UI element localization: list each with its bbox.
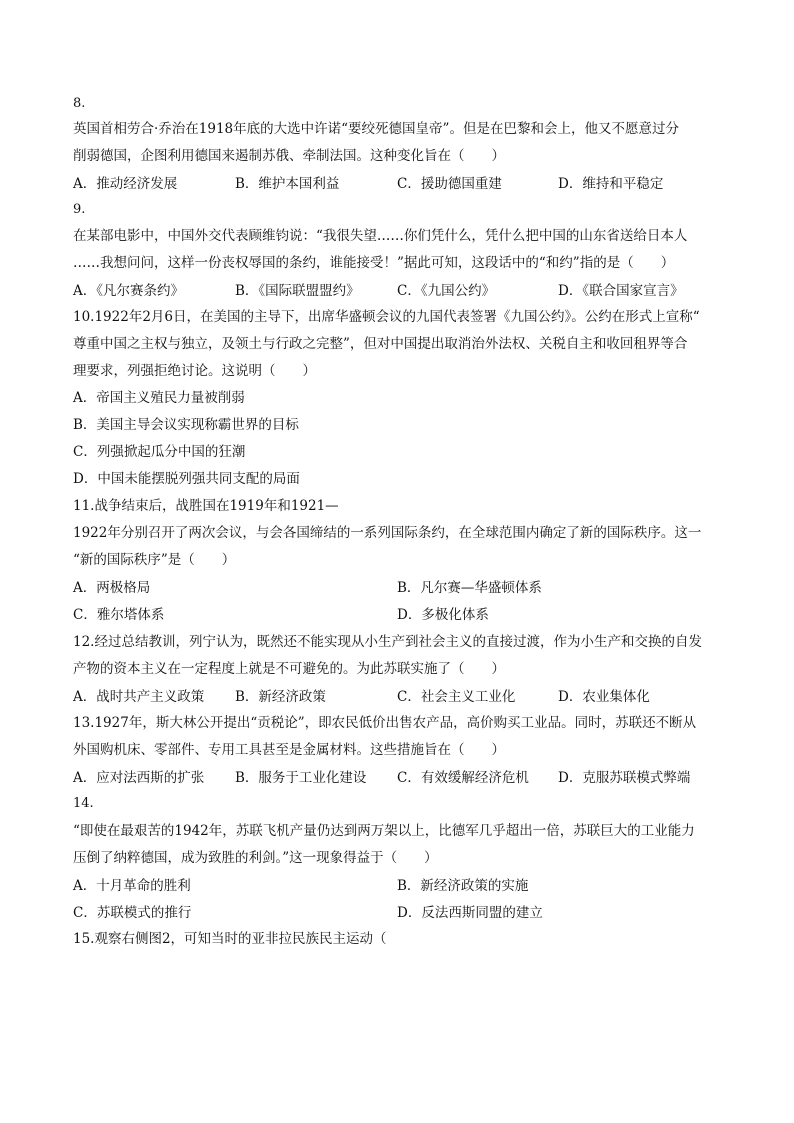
question-14-number: 14. (73, 796, 94, 811)
question-14-stem-line-1: “即使在最艰苦的1942年，苏联飞机产量仍达到两万架以上，比德军几乎超出一倍，苏联巨大的工业能力 (73, 823, 695, 839)
question-11-option-d: D．多极化体系 (397, 607, 489, 623)
question-12-option-a: A．战时共产主义政策 (73, 689, 205, 705)
question-9-option-b: B．《国际联盟盟约》 (235, 283, 360, 299)
question-10-option-d: D．中国未能摆脱列强共同支配的局面 (73, 471, 300, 487)
question-8-stem-line-1: 英国首相劳合·乔治在1918年底的大选中许诺“要绞死德国皇帝”。但是在巴黎和会上，他又不愿意过分 (73, 121, 679, 137)
question-10-option-a: A．帝国主义殖民力量被削弱 (73, 390, 245, 406)
question-10-stem-line-3: 理要求，列强拒绝讨论。这说明（ ） (73, 363, 316, 379)
question-8-number: 8. (73, 96, 86, 111)
question-13-option-a: A．应对法西斯的扩张 (73, 770, 205, 786)
question-9-option-c: C．《九国公约》 (397, 283, 496, 299)
question-11-option-b: B．凡尔赛—华盛顿体系 (397, 580, 542, 596)
question-9-option-d: D．《联合国家宣言》 (558, 283, 684, 299)
question-11-stem-line-1: 11.战争结束后，战胜国在1919年和1921— (73, 498, 339, 514)
question-9-stem-line-1: 在某部电影中，中国外交代表顾维钧说：“我很失望……你们凭什么，凭什么把中国的山东省送给日本人 (73, 228, 688, 244)
question-13-option-b: B．服务于工业化建设 (235, 770, 367, 786)
question-8-stem-line-2: 削弱德国，企图利用德国来遏制苏俄、牵制法国。这种变化旨在（ ） (73, 148, 505, 164)
question-8-option-c: C．援助德国重建 (397, 176, 502, 192)
question-11-stem-line-2: 1922年分别召开了两次会议，与会各国缔结的一系列国际条约，在全球范围内确定了新的国际秩序。这一 (73, 525, 702, 541)
question-11-option-c: C．雅尔塔体系 (73, 607, 165, 623)
question-10-stem-line-2: 尊重中国之主权与独立，及领土与行政之完整”，但对中国提出取消治外法权、关税自主和收回租界等合 (73, 336, 688, 352)
question-8-option-a: A．推动经济发展 (73, 176, 178, 192)
question-9-number: 9. (73, 202, 86, 217)
question-10-stem-line-1: 10.1922年2月6日，在美国的主导下，出席华盛顿会议的九国代表签署《九国公约》。公约在形式上宣称“ (73, 309, 700, 325)
question-14-option-d: D．反法西斯同盟的建立 (397, 905, 543, 921)
question-12-option-c: C．社会主义工业化 (397, 689, 516, 705)
question-8-option-d: D．维持和平稳定 (558, 176, 664, 192)
question-12-stem-line-1: 12.经过总结教训，列宁认为，既然还不能实现从小生产到社会主义的直接过渡，作为小生产和交换的自发 (73, 634, 702, 650)
question-13-stem-line-1: 13.1927年，斯大林公开提出“贡税论”，即农民低价出售农产品，高价购买工业品。同时，苏联还不断从 (73, 715, 697, 731)
question-11-stem-line-3: “新的国际秩序”是（ ） (73, 552, 236, 568)
question-12-stem-line-2: 产物的资本主义在一定程度上就是不可避免的。为此苏联实施了（ ） (73, 661, 505, 677)
question-14-option-b: B．新经济政策的实施 (397, 878, 529, 894)
question-9-stem-line-2: ……我想问问，这样一份丧权辱国的条约，谁能接受！”据此可知，这段话中的“和约”指的是（ ） (73, 255, 675, 271)
question-8-option-b: B．维护本国利益 (235, 176, 340, 192)
question-14-stem-line-2: 压倒了纳粹德国，成为致胜的利剑。”这一现象得益于（ ） (73, 850, 438, 866)
question-12-option-d: D．农业集体化 (558, 689, 650, 705)
question-10-option-b: B．美国主导会议实现称霸世界的目标 (73, 417, 299, 433)
question-10-option-c: C．列强掀起瓜分中国的狂潮 (73, 444, 246, 460)
question-15-stem-line-1: 15.观察右侧图2，可知当时的亚非拉民族民主运动（ (73, 931, 387, 947)
question-9-option-a: A．《凡尔赛条约》 (73, 283, 184, 299)
question-11-option-a: A．两极格局 (73, 580, 151, 596)
question-14-option-c: C．苏联模式的推行 (73, 905, 192, 921)
question-13-stem-line-2: 外国购机床、零部件、专用工具甚至是金属材料。这些措施旨在（ ） (73, 742, 505, 758)
question-13-option-d: D．克服苏联模式弊端 (558, 770, 691, 786)
question-13-option-c: C．有效缓解经济危机 (397, 770, 529, 786)
question-12-option-b: B．新经济政策 (235, 689, 326, 705)
question-14-option-a: A．十月革命的胜利 (73, 878, 191, 894)
